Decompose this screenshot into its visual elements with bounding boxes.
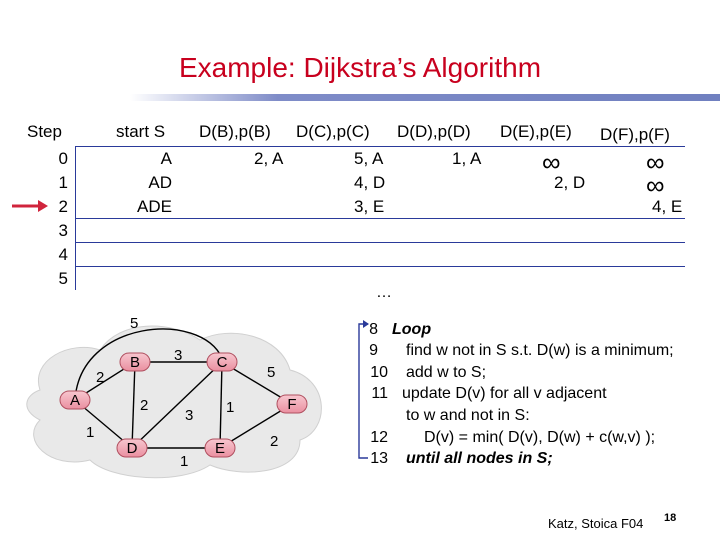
pseudo-line-1-num: 8	[369, 321, 378, 338]
edge-label-b-c: 3	[174, 347, 183, 364]
pseudo-line-4-text: update D(v) for all v adjacent	[402, 385, 607, 402]
pseudo-line-2-text: find w not in S s.t. D(w) is a minimum;	[406, 342, 674, 359]
node-a-label: A	[69, 392, 81, 409]
edge-label-e-f: 2	[270, 433, 279, 450]
node-e-label: E	[214, 440, 226, 457]
node-e	[205, 439, 235, 457]
row2-df: 4, E	[652, 197, 683, 216]
page-number: 18	[664, 512, 677, 524]
node-f-label: F	[287, 396, 297, 413]
edge-label-a-b: 2	[96, 369, 105, 386]
node-d	[117, 439, 147, 457]
row2-dc: 3, E	[354, 197, 385, 216]
step-2: 2	[58, 197, 68, 216]
header-start-s: start S	[116, 122, 166, 141]
pseudo-line-4-num: 11	[371, 385, 388, 402]
pseudo-line-5-text: to w and not in S:	[406, 407, 530, 424]
edge-label-d-e: 1	[180, 453, 189, 470]
row0-db: 2, A	[254, 149, 284, 168]
edge-label-a-d: 1	[86, 424, 95, 441]
node-c-label: C	[216, 354, 228, 371]
pseudo-line-2-num: 9	[369, 342, 378, 359]
pseudo-line-1-text: Loop	[392, 321, 432, 338]
table-rule-row4	[75, 266, 685, 267]
edge-label-d-c: 3	[185, 407, 194, 424]
network-graph	[0, 300, 340, 480]
pseudo-line-0-num: …	[376, 284, 392, 301]
title-divider	[130, 94, 720, 101]
step-3: 3	[58, 221, 68, 240]
edge-label-b-d: 2	[140, 397, 149, 414]
pseudo-line-3-num: 10	[370, 364, 388, 381]
row0-de-infinity-icon: ∞	[542, 147, 561, 177]
row0-dc: 5, A	[354, 149, 384, 168]
step-0: 0	[58, 149, 68, 168]
pseudo-line-6-text: D(v) = min( D(v), D(w) + c(w,v) );	[424, 429, 656, 446]
node-b	[120, 353, 150, 371]
node-d-label: D	[126, 440, 138, 457]
edge-label-c-e: 1	[226, 399, 235, 416]
pseudo-line-3-text: add w to S;	[406, 364, 487, 381]
node-a	[60, 391, 90, 409]
header-dd: D(D),p(D)	[397, 122, 471, 141]
table-rule-row2	[75, 218, 685, 219]
edge-label-a-c: 5	[130, 315, 139, 332]
node-b-label: B	[129, 354, 141, 371]
node-c	[207, 353, 237, 371]
pseudo-line-7-num: 13	[370, 450, 388, 467]
start-s-row1: AD	[148, 173, 172, 192]
table-rule-row3	[75, 242, 685, 243]
pseudo-line-6-num: 12	[370, 429, 388, 446]
header-db: D(B),p(B)	[199, 122, 271, 141]
table-rule-top	[75, 146, 685, 147]
pseudo-line-7-text: until all nodes in S;	[406, 450, 553, 467]
row1-dc: 4, D	[354, 173, 386, 192]
header-de: D(E),p(E)	[500, 122, 572, 141]
row1-de: 2, D	[554, 173, 586, 192]
header-step: Step	[27, 122, 62, 141]
step-4: 4	[58, 245, 68, 264]
row1-df-infinity-icon: ∞	[646, 170, 665, 200]
edge-label-c-f: 5	[267, 364, 276, 381]
table-rule-left	[75, 146, 76, 290]
footer-credit: Katz, Stoica F04	[548, 516, 644, 531]
header-df: D(F),p(F)	[600, 125, 670, 144]
node-f	[277, 395, 307, 413]
step-5: 5	[58, 269, 68, 288]
slide-title: Example: Dijkstra’s Algorithm	[178, 52, 542, 83]
start-s-row0: A	[160, 149, 172, 168]
step-1: 1	[58, 173, 68, 192]
header-dc: D(C),p(C)	[296, 122, 370, 141]
start-s-row2: ADE	[137, 197, 172, 216]
row0-df-infinity-icon: ∞	[646, 147, 665, 177]
row0-dd: 1, A	[452, 149, 482, 168]
current-step-arrow-icon	[10, 198, 50, 214]
